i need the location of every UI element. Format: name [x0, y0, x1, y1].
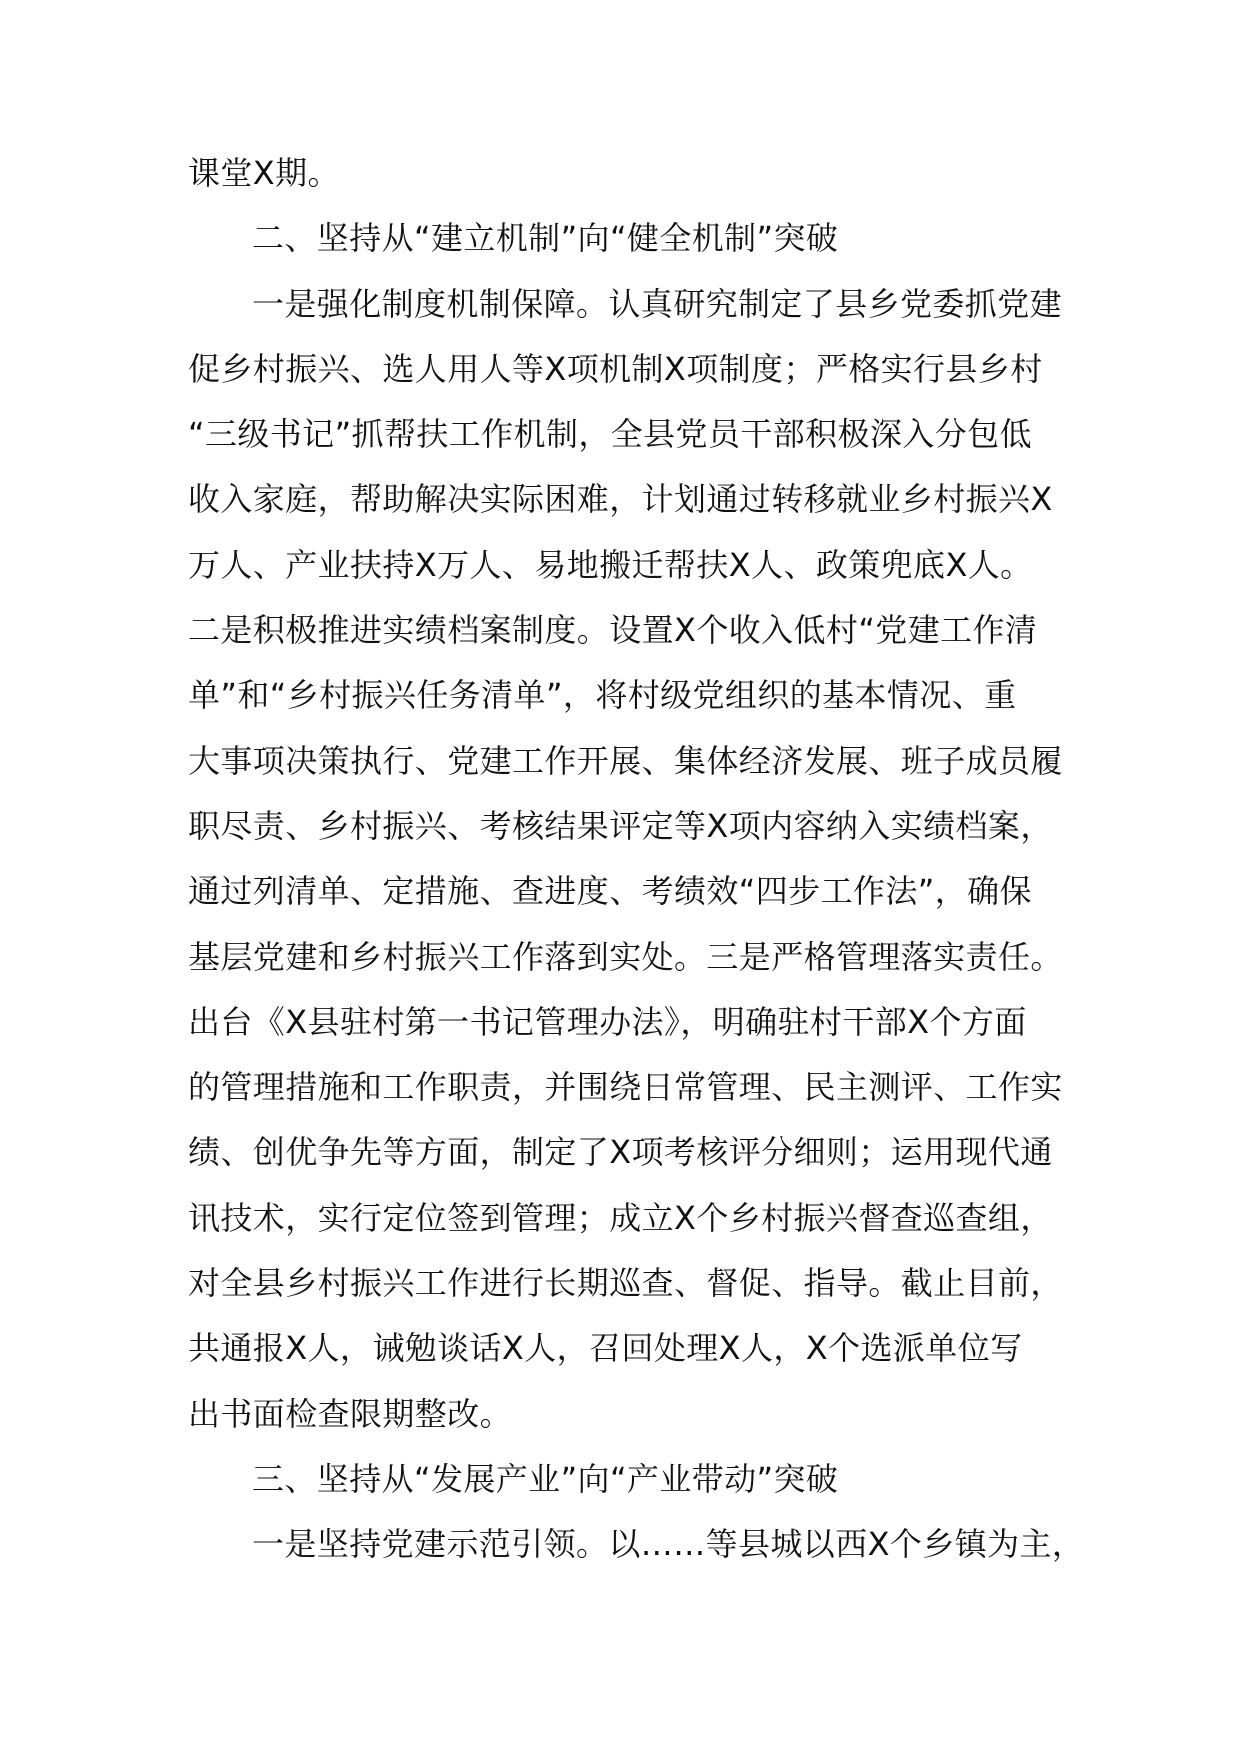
paragraph-line: 单”和“乡村振兴任务清单”，将村级党组织的基本情况、重: [188, 676, 1017, 715]
paragraph-line: 大事项决策执行、党建工作开展、集体经济发展、班子成员履: [188, 741, 1063, 780]
paragraph-line: 促乡村振兴、选人用人等X项机制X项制度；严格实行县乡村: [188, 349, 1043, 388]
paragraph-line: 讯技术，实行定位签到管理；成立X个乡村振兴督查巡查组，: [188, 1198, 1053, 1237]
paragraph-line: 出台《X县驻村第一书记管理办法》，明确驻村干部X个方面: [188, 1002, 1027, 1041]
paragraph-line: “三级书记”抓帮扶工作机制，全县党员干部积极深入分包低: [188, 415, 1032, 454]
paragraph-line: 对全县乡村振兴工作进行长期巡查、督促、指导。截止目前，: [188, 1264, 1063, 1303]
paragraph-line: 一是强化制度机制保障。认真研究制定了县乡党委抓党建: [252, 284, 1063, 323]
paragraph-line: 职尽责、乡村振兴、考核结果评定等X项内容纳入实绩档案，: [188, 806, 1053, 845]
paragraph-line: 万人、产业扶持X万人、易地搬迁帮扶X人、政策兜底X人。: [188, 545, 1033, 584]
section-heading: 三、坚持从“发展产业”向“产业带动”突破: [252, 1459, 839, 1498]
paragraph-line: 绩、创优争先等方面，制定了X项考核评分细则；运用现代通: [188, 1133, 1053, 1172]
paragraph-line: 共通报X人，诫勉谈话X人，召回处理X人，X个选派单位写: [188, 1329, 1023, 1368]
body-text: [188, 141, 1085, 1578]
paragraph-line: 出书面检查限期整改。: [188, 1394, 513, 1433]
paragraph-line: 课堂X期。: [188, 154, 340, 192]
paragraph-line: 一是坚持党建示范引领。以……等县城以西X个乡镇为主，: [252, 1525, 1085, 1564]
paragraph-line: 通过列清单、定措施、查进度、考绩效“四步工作法”，确保: [188, 872, 1032, 911]
paragraph-line: 二是积极推进实绩档案制度。设置X个收入低村“党建工作清: [188, 611, 1038, 650]
paragraph-line: 基层党建和乡村振兴工作落到实处。三是严格管理落实责任。: [188, 937, 1063, 976]
paragraph-line: 收入家庭，帮助解决实际困难，计划通过转移就业乡村振兴X: [188, 480, 1053, 519]
section-heading: 二、坚持从“建立机制”向“健全机制”突破: [252, 219, 839, 258]
paragraph-line: 的管理措施和工作职责，并围绕日常管理、民主测评、工作实: [188, 1068, 1063, 1107]
